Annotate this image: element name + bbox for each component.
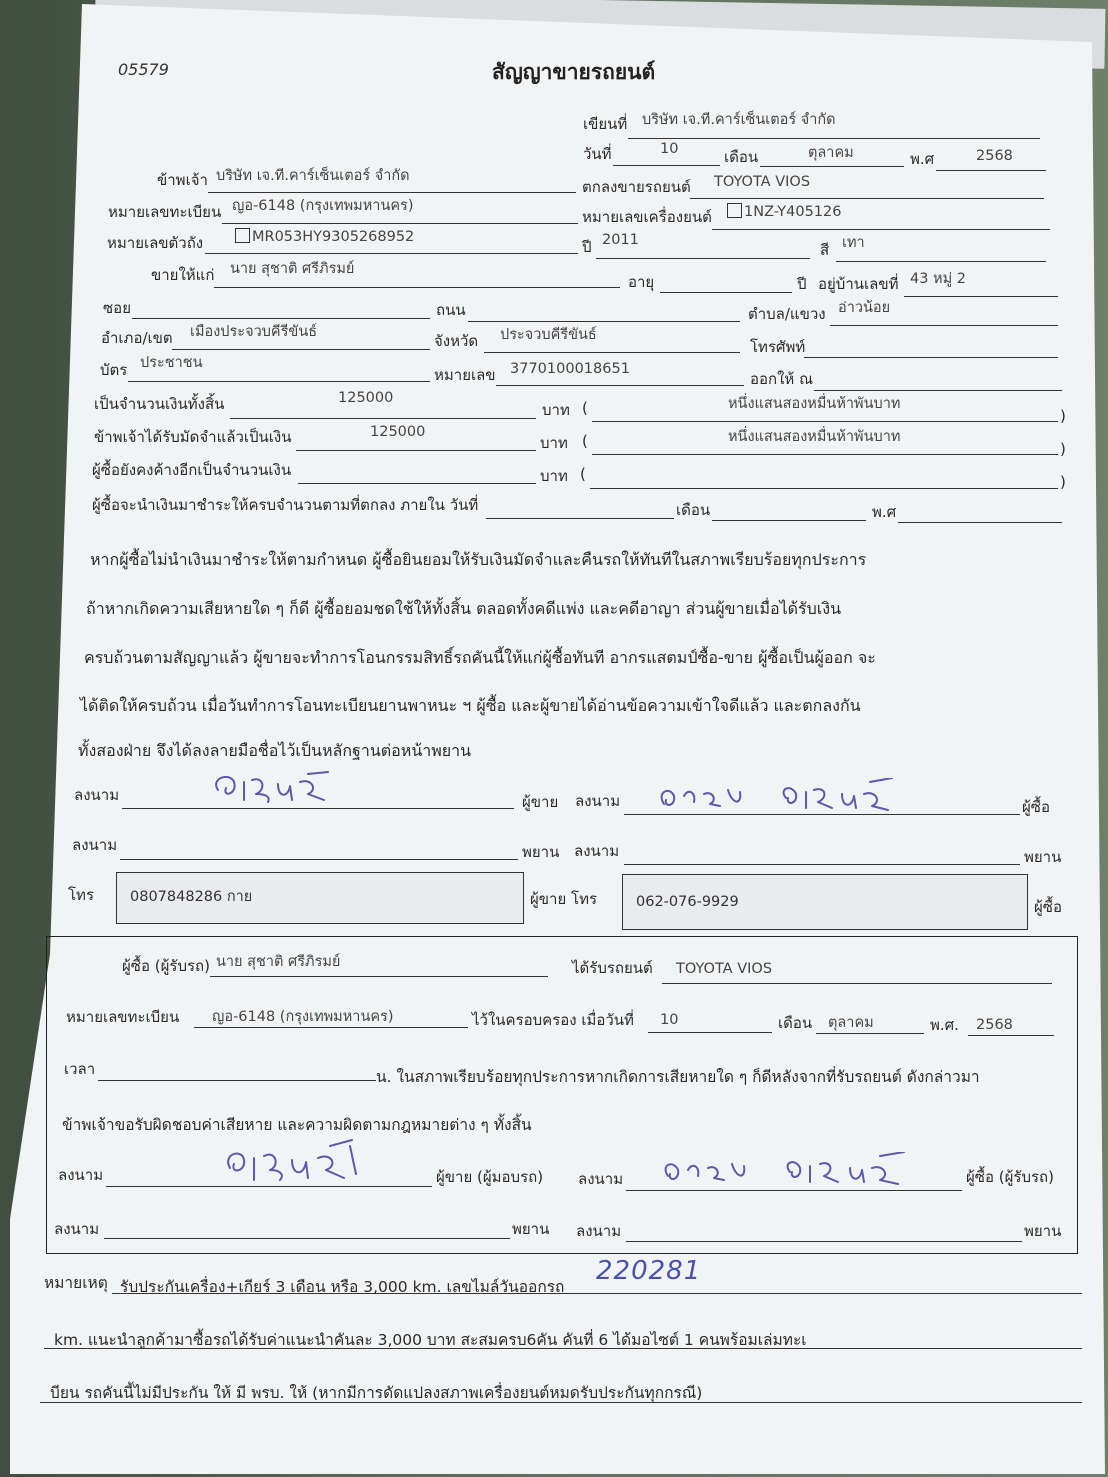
deposit-close-paren: ) [1060,440,1066,458]
id-number-label: หมายเลข [434,366,496,384]
receipt-seller-sign-label: ลงนาม [58,1166,104,1184]
receipt-buyer-line [210,976,548,977]
buyer-role-label: ผู้ซื้อ [1022,798,1050,816]
agree-sell-label: ตกลงขายรถยนต์ [582,178,691,196]
province-line [484,352,740,353]
deposit-value: 125000 [370,424,426,440]
due-year-line [898,522,1062,523]
receipt-reg: ญอ-6148 (กรุงเทพมหานคร) [212,1009,394,1025]
due-year-label: พ.ศ [872,503,897,521]
phone-line [804,357,1058,358]
subdistrict-line [830,325,1058,326]
seller-label: ข้าพเจ้า [157,171,208,189]
witness1-role-label: พยาน [522,843,560,861]
car-model: TOYOTA VIOS [714,174,811,190]
receipt-reg-label: หมายเลขทะเบียน [66,1008,180,1026]
receipt-year: 2568 [976,1017,1013,1033]
receipt-year-line [968,1035,1054,1036]
seller-phone-label: ผู้ขาย โทร [530,890,598,908]
receipt-time-label: เวลา [64,1060,96,1078]
card-label: บัตร [100,361,128,379]
seller-role-label: ผู้ขาย [522,793,559,811]
total-words-line [592,421,1058,422]
buyer-name: นาย สุชาติ ศรีภิรมย์ [230,261,355,277]
receipt-received-label: ได้รับรถยนต์ [572,959,653,977]
written-at-line [628,138,1040,139]
receipt-witness2-label: ลงนาม [576,1222,622,1240]
year-label: พ.ศ [910,150,935,168]
remarks-line-1: รับประกันเครื่อง+เกียร์ 3 เดือน หรือ 3,000 km. เลขไมล์วันออกรถ [120,1278,565,1296]
house-label: อยู่บ้านเลขที่ [818,275,899,293]
witness2-sign-line [624,864,1020,865]
receipt-buyer-signature [660,1152,920,1192]
issued-at-label: ออกให้ ณ [750,370,813,388]
chassis-label: หมายเลขตัวถัง [107,234,204,252]
card-value: ประชาชน [140,355,203,371]
total-open-paren: ( [582,399,588,417]
road-line [468,321,740,322]
total-baht-label: บาท [542,401,570,419]
terms-line-3: ครบถ้วนตามสัญญาแล้ว ผู้ขายจะทำการโอนกรรมสิทธิ์รถคันนี้ให้แก่ผู้ซื้อทันที อากรแสตมป์ซื้อ-ขาย ผู้ซื้อเป็นผู้ออก จะ [84,648,876,667]
receipt-witness1-role: พยาน [512,1220,550,1238]
house-line [904,296,1058,297]
color-line [836,261,1046,262]
month-line [760,166,904,167]
total-value: 125000 [338,390,394,406]
car-line [690,198,1044,199]
issued-at-line [814,390,1062,391]
seller-sign-label: ลงนาม [74,786,120,804]
house-value: 43 หมู่ 2 [910,271,967,287]
year-value: 2568 [976,148,1013,164]
soi-line [132,318,430,319]
total-label: เป็นจำนวนเงินทั้งสิ้น [94,395,225,413]
road-label: ถนน [436,301,466,319]
witness1-sign-line [120,859,518,860]
age-label: อายุ [628,273,655,291]
terms-line-5: ทั้งสองฝ่าย จึงได้ลงลายมือชื่อไว้เป็นหลักฐานต่อหน้าพยาน [78,741,472,760]
deposit-words: หนึ่งแสนสองหมื่นห้าพันบาท [728,429,901,445]
receipt-day: 10 [660,1012,679,1028]
model-year-label: ปี [582,238,592,256]
receipt-day-line [648,1032,772,1033]
seller-line [208,192,576,193]
buyer-sign-label: ลงนาม [575,792,621,810]
deposit-open-paren: ( [582,432,588,450]
color-value: เทา [842,235,865,251]
chassis-value [235,228,414,245]
engine-number-text: 1NZ-Y405126 [744,204,842,220]
receipt-buyer-role: ผู้ซื้อ (ผู้รับรถ) [966,1168,1054,1186]
color-label: สี [820,241,830,259]
checkbox-icon [235,228,250,243]
due-day-line [486,518,674,519]
seller-signature [208,768,338,810]
remain-baht-label: บาท [540,467,568,485]
checkbox-icon [727,203,742,218]
receipt-car: TOYOTA VIOS [676,961,773,977]
phone-label: โทรศัพท์ [750,338,806,356]
engine-number-line [712,229,1050,230]
model-year-line [596,258,810,259]
remain-line [298,483,536,484]
deposit-label: ข้าพเจ้าได้รับมัดจำแล้วเป็นเงิน [94,428,292,446]
terms-line-4: ได้ติดให้ครบถ้วน เมื่อวันทำการโอนทะเบียนยานพาหนะ ฯ ผู้ซื้อ และผู้ขายได้อ่านข้อความเข้าใจดีแล้ว และตกลงกัน [80,696,861,715]
district-value: เมืองประจวบคีรีขันธ์ [190,324,318,340]
receipt-witness1-line [104,1238,510,1239]
soi-label: ซอย [103,299,131,317]
id-number-value: 3770100018651 [510,361,630,377]
province-label: จังหวัด [434,332,479,350]
due-label: ผู้ซื้อจะนำเงินมาชำระให้ครบจำนวนตามที่ตกลง ภายใน วันที่ [92,496,479,514]
engine-number-value [727,203,841,220]
seller-phone-value: 0807848286 กาย [130,889,253,905]
receipt-reg-line [194,1027,468,1028]
day-line [613,165,720,166]
due-month-label: เดือน [676,501,711,519]
year-line [936,170,1046,171]
remarks-line-3: บียน รถคันนี้ไม่มีประกัน ให้ มี พรบ. ให้ (หากมีการดัดแปลงสภาพเครื่องยนต์หมดรับประกันทุกกรณี) [50,1384,703,1402]
registration-line [222,223,578,224]
written-at-value: บริษัท เจ.ที.คาร์เซ็นเตอร์ จำกัด [642,112,836,128]
witness2-role-label: พยาน [1024,848,1062,866]
buyer-phone-role-label: ผู้ซื้อ [1034,898,1062,916]
receipt-possession-label: ไว้ในครอบครอง เมื่อวันที่ [472,1011,634,1029]
remarks-line-2: km. แนะนำลูกค้ามาซื้อรถได้รับค่าแนะนำคันละ 3,000 บาท สะสมครบ6คัน คันที่ 6 ได้มอไซต์ 1 คนพร้อมเล่มทะเ [54,1331,807,1349]
phone-row-label: โทร [68,886,95,904]
engine-number-label: หมายเลขเครื่องยนต์ [582,208,712,226]
chassis-line [205,253,578,254]
id-number-line [496,385,744,386]
month-label: เดือน [724,148,759,166]
terms-line-1: หากผู้ซื้อไม่นำเงินมาชำระให้ตามกำหนด ผู้ซื้อยินยอมให้รับเงินมัดจำและคืนรถให้ทันทีในสภาพเรียบร้อยทุกประการ [90,550,867,569]
sell-to-label: ขายให้แก่ [151,266,215,284]
receipt-car-line [662,983,1052,984]
date-label: วันที่ [583,145,612,163]
remarks-label: หมายเหตุ [44,1274,108,1292]
chassis-text: MR053HY9305268952 [252,229,415,245]
seller-name: บริษัท เจ.ที.คาร์เซ็นเตอร์ จำกัด [216,168,410,184]
day-value: 10 [660,141,679,157]
receipt-month-line [816,1033,924,1034]
month-value: ตุลาคม [808,145,854,161]
receipt-witness2-role: พยาน [1024,1222,1062,1240]
total-close-paren: ) [1060,407,1066,425]
receipt-buyer-name: นาย สุชาติ ศรีภิรมย์ [216,954,341,970]
remain-close-paren: ) [1060,473,1066,491]
registration-value: ญอ-6148 (กรุงเทพมหานคร) [232,198,414,214]
deposit-words-line [592,454,1058,455]
written-at-label: เขียนที่ [583,115,628,133]
subdistrict-label: ตำบล/แขวง [748,305,826,323]
receipt-buyer-label: ผู้ซื้อ (ผู้รับรถ) [122,957,210,975]
witness2-sign-label: ลงนาม [574,842,620,860]
receipt-month-label: เดือน [778,1014,813,1032]
model-year-value: 2011 [602,232,639,248]
receipt-witness1-label: ลงนาม [54,1220,100,1238]
buyer-signature [656,778,906,818]
card-line [128,381,430,382]
subdistrict-value: อ่าวน้อย [838,300,891,316]
receipt-seller-role: ผู้ขาย (ผู้มอบรถ) [436,1168,544,1186]
receipt-buyer-sign-label: ลงนาม [578,1170,624,1188]
witness1-sign-label: ลงนาม [72,836,118,854]
age-line [660,292,792,293]
total-words: หนึ่งแสนสองหมื่นห้าพันบาท [728,396,901,412]
buyer-phone-value: 062-076-9929 [636,894,739,910]
due-month-line [712,520,866,521]
registration-label: หมายเลขทะเบียน [108,203,222,221]
buyer-name-line [214,287,620,288]
receipt-year-label: พ.ศ. [930,1016,959,1034]
province-value: ประจวบคีรีขันธ์ [500,327,597,343]
terms-line-2: ถ้าหากเกิดความเสียหายใด ๆ ก็ดี ผู้ซื้อยอมชดใช้ให้ทั้งสิ้น ตลอดทั้งคดีแพ่ง และคดีอาญา ส่วนผู้ขายเมื่อได้รับเงิน [86,599,842,618]
district-line [172,349,430,350]
document-number: 05579 [118,60,169,79]
remain-words-line [590,488,1058,489]
receipt-seller-signature [222,1138,372,1190]
receipt-witness2-line [626,1241,1022,1242]
receipt-time-line [98,1080,376,1081]
age-unit: ปี [797,275,807,293]
district-label: อำเภอ/เขต [101,329,173,347]
remain-open-paren: ( [580,465,586,483]
mileage-handwritten: 220281 [596,1256,702,1286]
remain-label: ผู้ซื้อยังคงค้างอีกเป็นจำนวนเงิน [92,461,292,479]
deposit-baht-label: บาท [540,434,568,452]
receipt-month: ตุลาคม [828,1015,874,1031]
total-line [230,418,536,419]
deposit-line [296,450,536,451]
receipt-condition-text: น. ในสภาพเรียบร้อยทุกประการหากเกิดการเสียหายใด ๆ ก็ดีหลังจากที่รับรถยนต์ ดังกล่าวมา [376,1068,980,1086]
document-title: สัญญาขายรถยนต์ [492,60,656,84]
receipt-liability-text: ข้าพเจ้าขอรับผิดชอบค่าเสียหาย และความผิดตามกฎหมายต่าง ๆ ทั้งสิ้น [62,1116,532,1134]
